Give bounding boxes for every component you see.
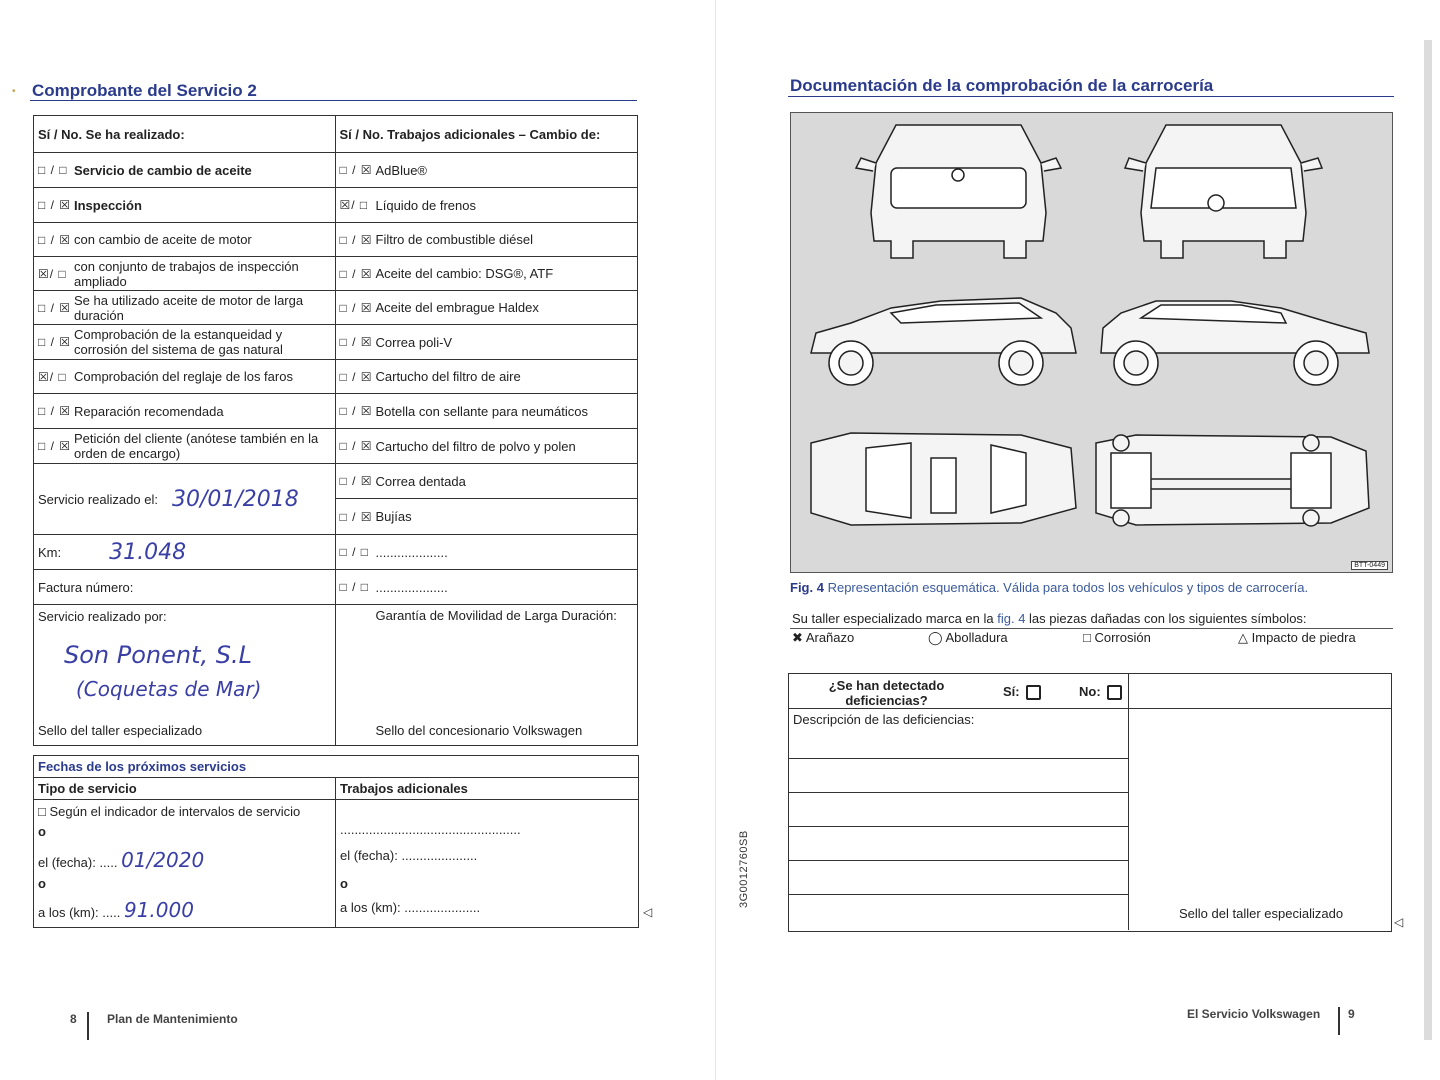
dots: ..... [99,855,118,870]
description-line [789,758,1128,759]
symbol-scratch [792,630,854,646]
scratch-icon: ✖ [792,630,803,645]
row-label: con conjunto de trabajos de inspección ampliado [74,258,299,289]
handwritten-workshop: Son Ponent, S.L [64,641,253,669]
row-label: AdBlue® [375,162,427,178]
table-row [34,188,637,223]
service-date-label: Servicio realizado el: [38,491,158,507]
table-row [34,535,637,570]
checkbox-pair[interactable]: □ / ☒ [38,335,72,349]
no-label: No: [1079,684,1101,699]
table-row [34,570,637,605]
row-label: Botella con sellante para neumáticos [375,403,588,419]
table-row [34,325,637,360]
bullet-mark: • [12,86,16,97]
checkbox-pair[interactable]: ☒/ □ [38,369,67,384]
symbol-label: Corrosión [1094,630,1151,645]
next-date-value[interactable]: 01/2020 [121,848,205,872]
add-date-label: el (fecha): [340,848,398,863]
checkbox-pair[interactable]: □ / ☒ [339,474,373,488]
dots-line: .................................................. [340,822,521,837]
row-label: Líquido de frenos [375,197,476,213]
row-label: Aceite del cambio: DSG®, ATF [375,266,554,281]
defects-box [788,673,1392,932]
checkbox-pair[interactable]: □ / □ [339,545,369,559]
table-row [34,291,637,325]
interval-option[interactable]: □ Según el indicador de intervalos de servicio [38,804,301,819]
divider [1128,674,1129,930]
symbol-label: Impacto de piedra [1251,630,1356,645]
left-col-header: Sí / No. Se ha realizado: [34,116,336,152]
row-label: Se ha utilizado aceite de motor de larga duración [74,292,304,323]
row-label: .................... [375,544,448,560]
handwritten-location: (Coquetas de Mar) [76,677,262,701]
table-row [34,360,637,394]
checkbox-pair[interactable]: ☒/ □ [38,266,67,281]
table-row [34,223,637,257]
no-checkbox[interactable] [1107,685,1122,700]
bodywork-title: Documentación de la comprobación de la carrocería [790,76,1214,95]
scan-edge [1424,40,1432,1040]
checkbox-pair[interactable]: □ / ☒ [339,300,373,315]
caption-fig-label: Fig. 4 [790,580,824,595]
description-line [789,826,1128,827]
description-line [789,894,1128,895]
row-label: Aceite del embrague Haldex [375,300,539,315]
invoice-label: Factura número: [38,579,134,595]
table-row [34,394,637,429]
symbols-intro-a: Su taller especializado marca en la [792,611,994,626]
row-label: Filtro de combustible diésel [375,232,534,247]
row-label: Petición del cliente (anótese también en la orden de encargo) [74,431,319,461]
mobility-label: Garantía de Movilidad de Larga Duración: [375,608,617,623]
title-rule [30,100,637,101]
continue-triangle-icon: ◁ [643,905,653,919]
km-value[interactable]: 31.048 [109,539,187,565]
checkbox-pair[interactable]: □ / ☒ [339,163,373,177]
symbols-intro-b: las piezas dañadas con los siguientes símbolos: [1029,611,1307,626]
description-line [789,792,1128,793]
footer-divider [87,1012,89,1040]
symbols-intro-fig-link[interactable]: fig. 4 [997,611,1026,626]
footer-title: El Servicio Volkswagen [1187,1007,1321,1021]
left-page [0,0,715,1080]
diagram-code: BTT-0449 [1351,561,1388,570]
row-label: Cartucho del filtro de aire [375,369,521,384]
continue-triangle-icon: ◁ [1394,915,1404,929]
row-label: Comprobación de la estanqueidad y corrosión del sistema de gas natural [74,327,283,357]
or-label: o [340,876,348,891]
checkbox-pair[interactable]: □ / □ [339,580,369,594]
symbol-corrosion [1083,630,1151,645]
workshop-stamp-label: Sello del taller especializado [38,723,203,738]
row-label: Cartucho del filtro de polvo y polen [375,438,576,454]
page-number: 8 [70,1012,77,1026]
service-date-value[interactable]: 30/01/2018 [171,486,299,512]
next-km-value[interactable]: 91.000 [123,898,194,922]
dots: ..................... [404,900,481,915]
row-label: Bujías [375,509,412,524]
dealer-stamp-label: Sello del concesionario Volkswagen [375,723,583,738]
corrosion-icon: □ [1083,630,1091,645]
checkbox-pair[interactable]: □ / ☒ [339,266,373,281]
checkbox-pair[interactable]: □ / ☒ [38,198,72,212]
description-line [789,860,1128,861]
next-services-title: Fechas de los próximos servicios [34,756,638,778]
checkbox-pair[interactable]: □ / ☒ [38,300,72,315]
row-label: Correa dentada [375,473,466,489]
service-title: Comprobante del Servicio 2 [32,81,257,100]
page-number: 9 [1348,1007,1355,1021]
next-services-table [33,755,639,928]
table-row [34,605,637,745]
checkbox-pair[interactable]: ☒/ □ [339,198,369,212]
checkbox-pair[interactable]: □ / ☒ [339,232,373,247]
dots: ..... [102,905,121,920]
checkbox-pair[interactable]: □ / ☒ [38,232,72,247]
footer-title: Plan de Mantenimiento [107,1012,238,1026]
yes-checkbox[interactable] [1026,685,1041,700]
service-type-header: Tipo de servicio [34,778,336,799]
checkbox-pair[interactable]: □ / ☒ [38,404,72,418]
symbol-dent [928,630,1008,646]
km-label: Km: [38,544,62,560]
no-option[interactable] [1079,684,1122,700]
symbol-label: Arañazo [805,630,855,645]
additional-work-header: Trabajos adicionales [340,781,468,796]
description-label: Descripción de las deficiencias: [793,712,975,727]
row-label: Inspección [74,197,142,213]
performed-by-label: Servicio realizado por: [38,609,167,624]
checkbox-pair[interactable]: □ / ☒ [38,439,72,453]
symbol-stone-chip [1238,630,1356,646]
table-row [34,153,637,188]
dent-icon: ◯ [928,630,943,645]
checkbox-pair[interactable]: □ / ☒ [339,439,373,453]
dots: ..................... [401,848,478,863]
service-table [33,115,638,746]
symbol-label: Abolladura [945,630,1008,645]
title-rule [788,96,1394,97]
checkbox-pair[interactable]: □ / ☒ [339,335,373,349]
footer-divider [1338,1007,1340,1035]
row-label: con cambio de aceite de motor [74,232,252,247]
next-km-label: a los (km): [38,905,99,920]
yes-option[interactable] [1003,684,1041,700]
figure-caption [790,580,1308,595]
vehicle-diagram [790,112,1393,573]
add-km-label: a los (km): [340,900,401,915]
document-code: 3G0012760SB [738,830,750,908]
table-row [34,464,637,535]
caption-text: Representación esquemática. Válida para todos los vehículos y tipos de carrocería. [827,580,1309,595]
checkbox-pair[interactable]: □ / ☒ [339,404,373,418]
next-date-label: el (fecha): [38,855,96,870]
car-outlines-svg [791,113,1394,574]
or-label: o [38,876,46,891]
stone-chip-icon: △ [1238,630,1248,645]
symbols-rule [790,628,1393,629]
checkbox-pair[interactable]: □ / ☒ [339,509,373,524]
defects-question: ¿Se han detectado deficiencias? [828,678,945,708]
row-label: Servicio de cambio de aceite [74,162,252,178]
row-label: .................... [375,579,448,595]
row-label: Comprobación del reglaje de los faros [74,369,293,384]
table-row [34,429,637,464]
row-label: Reparación recomendada [74,403,224,419]
symbols-intro [792,611,1307,626]
yes-label: Sí: [1003,684,1020,699]
or-label: o [38,824,46,839]
workshop-stamp-label: Sello del taller especializado [1179,906,1344,921]
right-col-header: Sí / No. Trabajos adicionales – Cambio de: [339,126,601,142]
checkbox-pair[interactable]: □ / ☒ [339,369,373,384]
table-row [34,257,637,291]
divider [789,708,1391,709]
checkbox-pair[interactable]: □ / □ [38,163,68,177]
row-label: Correa poli-V [375,334,453,350]
